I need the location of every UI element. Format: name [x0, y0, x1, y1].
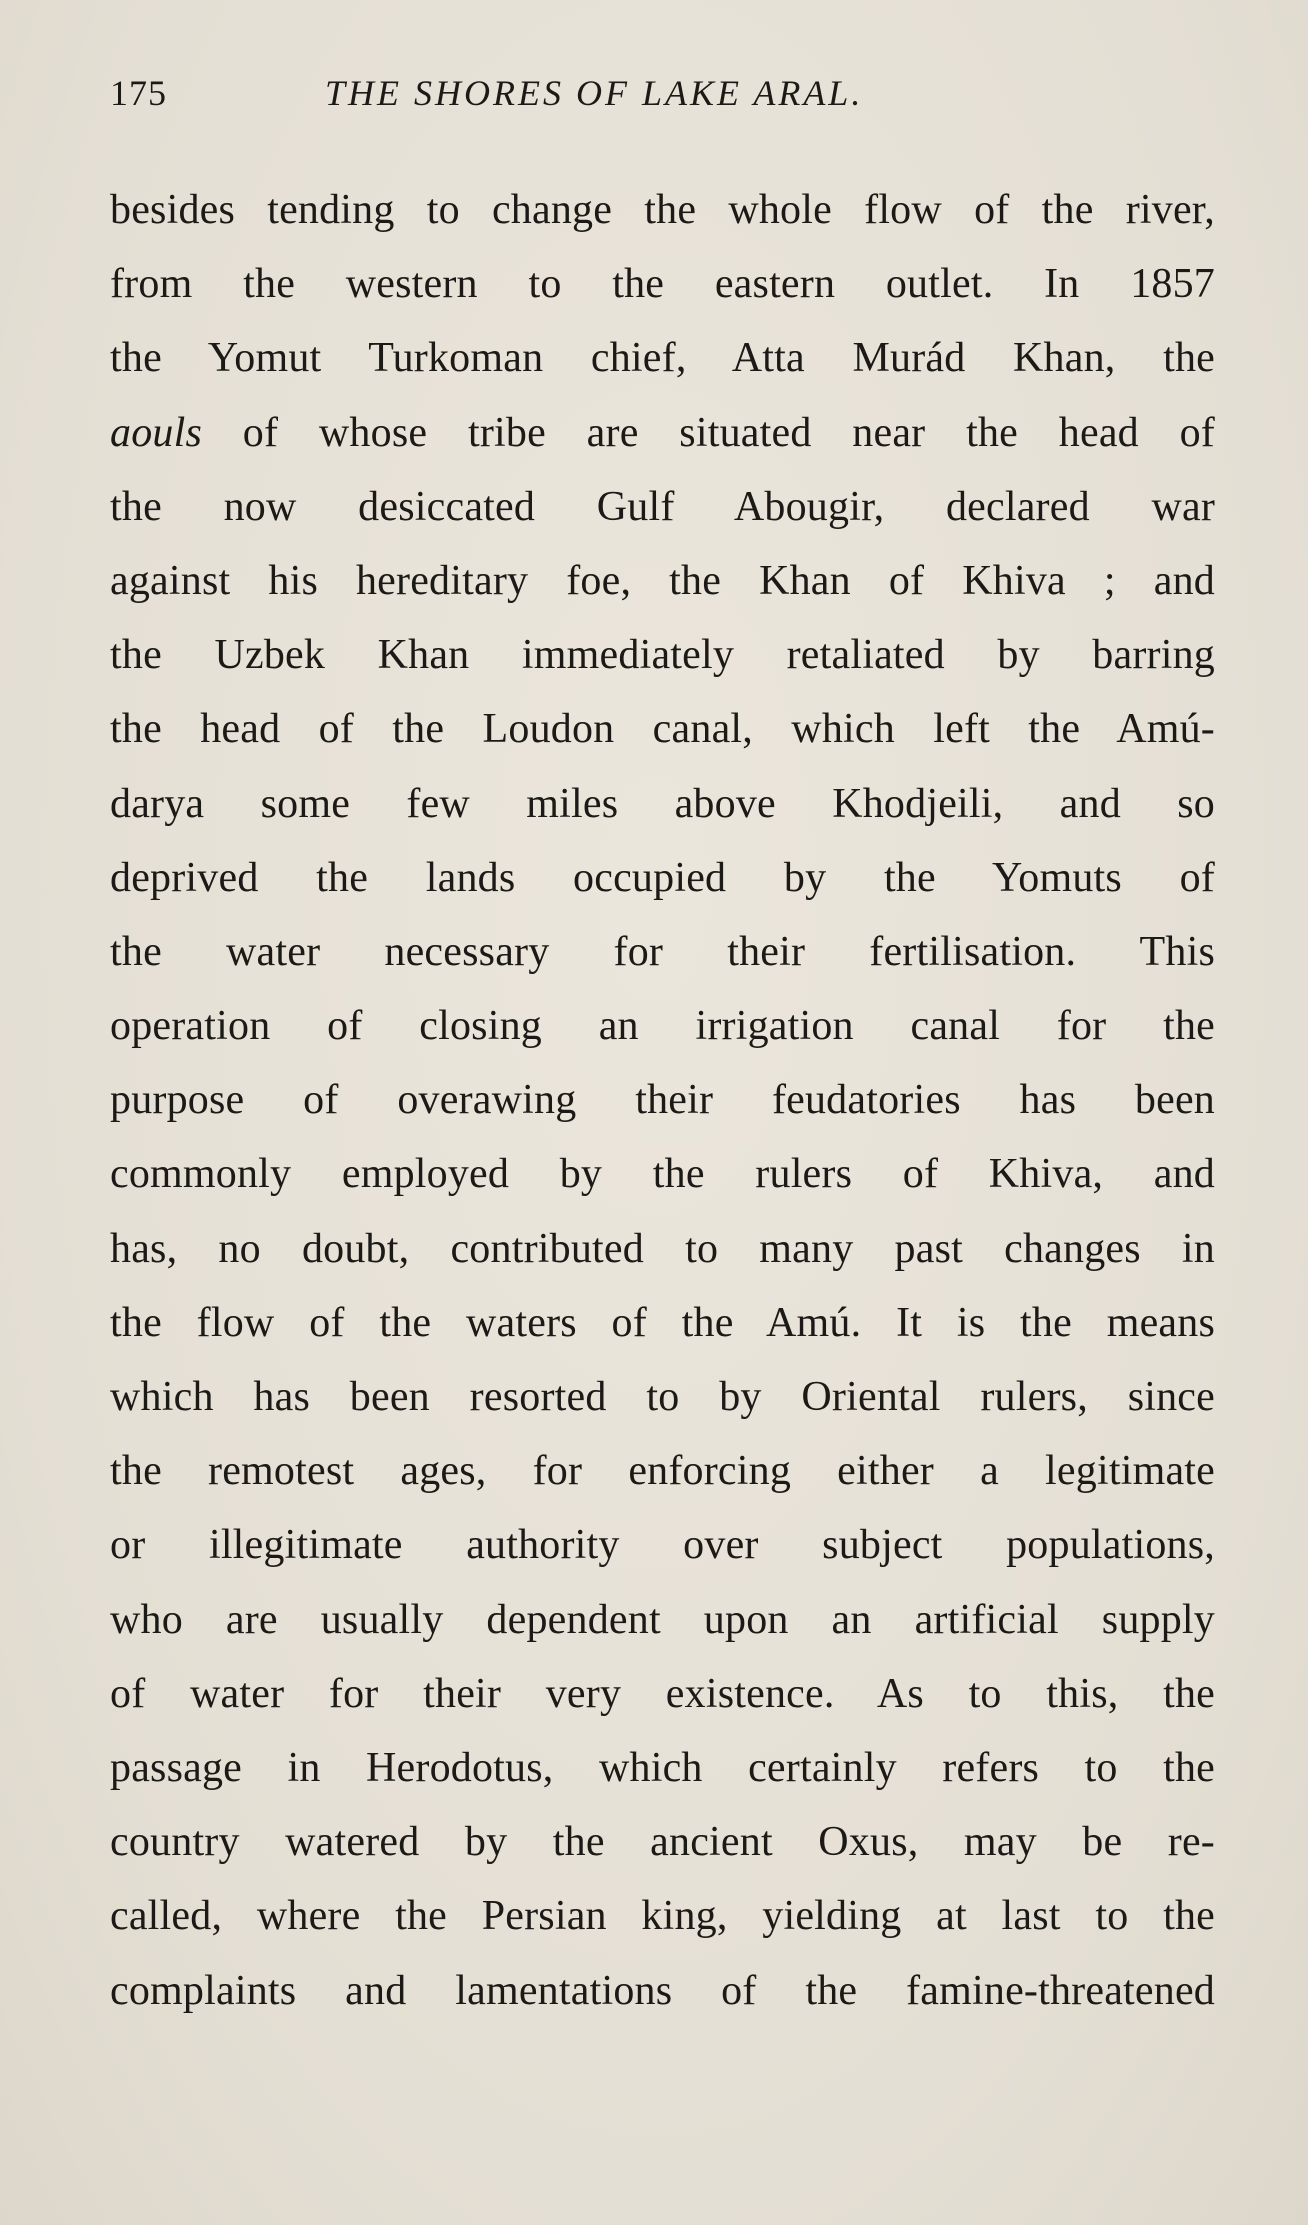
- text-line: of water for their very existence. As to this, the: [110, 1670, 1215, 1717]
- body-text: [110, 173, 1215, 2028]
- text-line: which has been resorted to by Oriental rulers, since: [110, 1374, 1215, 1420]
- text-line: the Yomut Turkoman chief, Atta Murád Khan, the: [110, 335, 1215, 382]
- running-title: THE SHORES OF LAKE ARAL.: [325, 73, 864, 113]
- text-line: who are usually dependent upon an artificial supply: [110, 1596, 1215, 1643]
- text-line: the Uzbek Khan immediately retaliated by barring: [110, 632, 1215, 679]
- page-header: [110, 72, 1215, 122]
- text-line: deprived the lands occupied by the Yomuts of: [110, 854, 1215, 901]
- text-line: the remotest ages, for enforcing either a legitimate: [110, 1448, 1215, 1495]
- text-line: darya some few miles above Khodjeili, and so: [110, 780, 1215, 827]
- text-line: or illegitimate authority over subject populations,: [110, 1522, 1215, 1569]
- text-line-rest: of whose tribe are situated near the head of: [202, 409, 1215, 456]
- text-line: commonly employed by the rulers of Khiva, and: [110, 1151, 1215, 1198]
- page-number: 175: [110, 73, 167, 113]
- text-line: the head of the Loudon canal, which left the Amú-: [110, 706, 1215, 753]
- text-line: purpose of overawing their feudatories has been: [110, 1077, 1215, 1124]
- text-line: operation of closing an irrigation canal for the: [110, 1003, 1215, 1050]
- italic-term: aouls: [110, 409, 203, 456]
- text-line: the flow of the waters of the Amú. It is the means: [110, 1299, 1215, 1346]
- text-line: has, no doubt, contributed to many past changes in: [110, 1225, 1215, 1272]
- text-line: country watered by the ancient Oxus, may be re-: [110, 1819, 1215, 1866]
- text-line: the water necessary for their fertilisation. This: [110, 928, 1215, 975]
- text-line: passage in Herodotus, which certainly refers to the: [110, 1744, 1215, 1791]
- text-line: the now desiccated Gulf Abougir, declared war: [110, 483, 1215, 530]
- text-line: called, where the Persian king, yielding at last to the: [110, 1893, 1215, 1940]
- text-line: besides tending to change the whole flow of the river,: [110, 187, 1215, 233]
- text-line-with-italic: [110, 396, 1215, 470]
- text-line: against his hereditary foe, the Khan of Khiva ; and: [110, 557, 1215, 604]
- text-line: complaints and lamentations of the famine-threatened: [110, 1967, 1215, 2014]
- text-line: from the western to the eastern outlet. In 1857: [110, 261, 1215, 308]
